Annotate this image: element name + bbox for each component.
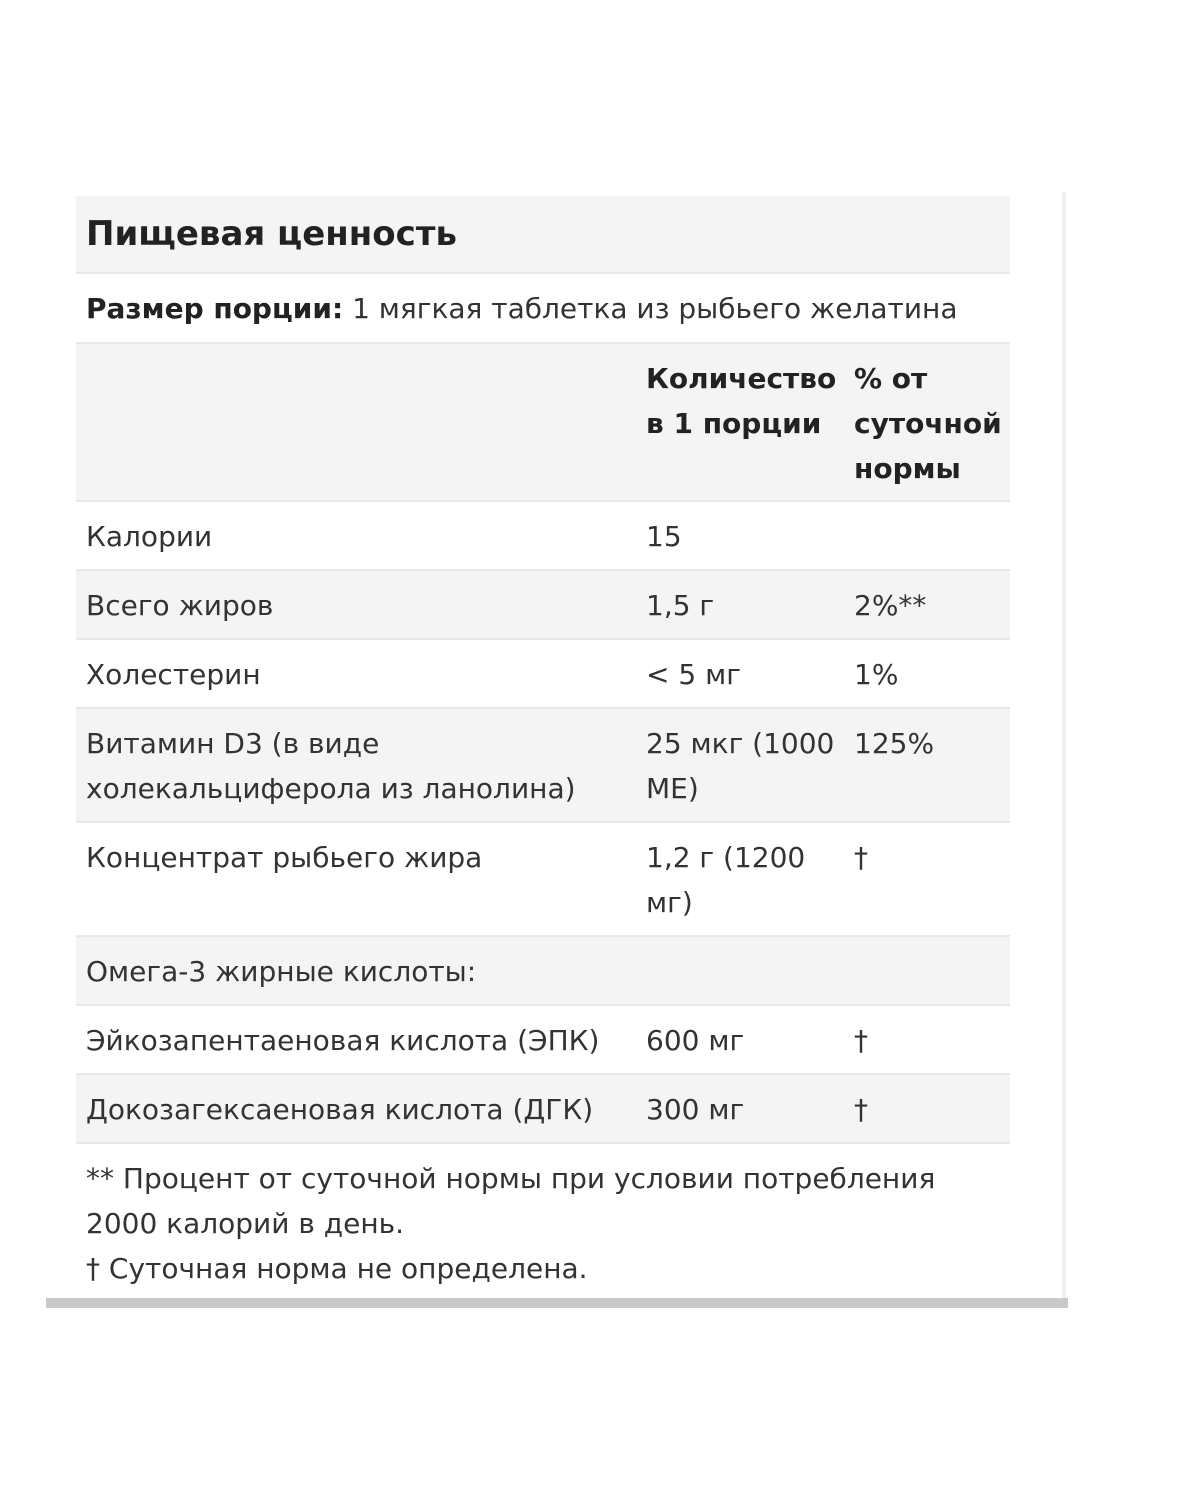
footnote-daily-value-cont: 2000 калорий в день. [86,1207,405,1240]
nutrient-daily-value: † [854,1093,868,1126]
nutrient-amount: 1,5 г [646,589,715,622]
nutrient-name: Докозагексаеновая кислота (ДГК) [86,1093,594,1126]
nutrient-group-name: Омега-3 жирные кислоты: [86,955,477,988]
panel-bottom-shadow [46,1298,1068,1308]
header-daily-value: % от суточной нормы [854,362,1002,485]
table-row [76,640,1010,709]
table-row [76,937,1010,1006]
footnote-daily-value: ** Процент от суточной нормы при условии потребления [86,1162,936,1195]
nutrient-amount: 1,2 г (1200 мг) [646,841,806,919]
nutrient-name: Витамин D3 (в виде холекальциферола из ланолина) [86,727,576,805]
serving-size-label: Размер порции: [86,291,344,325]
header-empty-cell [76,356,636,500]
nutrient-daily-value: † [854,841,868,874]
table-row [76,1075,1010,1144]
serving-size-value: 1 мягкая таблетка из рыбьего желатина [343,291,958,325]
nutrient-amount: 25 мкг (1000 МЕ) [646,727,835,805]
nutrient-name: Холестерин [86,658,261,691]
header-amount: Количество в 1 порции [646,362,837,440]
nutrient-amount: 15 [646,520,682,553]
table-row [76,709,1010,823]
nutrient-name: Эйкозапентаеновая кислота (ЭПК) [86,1024,600,1057]
nutrient-amount: 300 мг [646,1093,745,1126]
nutrient-daily-value [844,514,1010,557]
nutrition-table [76,196,1010,1291]
nutrient-amount: < 5 мг [646,658,741,691]
nutrient-daily-value: 2%** [854,589,927,622]
nutrient-amount: 600 мг [646,1024,745,1057]
table-title-row [76,196,1010,274]
nutrient-daily-value: † [854,1024,868,1057]
panel-right-shadow [1062,192,1066,1298]
footnotes [76,1144,1010,1291]
nutrient-daily-value: 125% [854,727,935,760]
nutrient-name: Калории [86,520,213,553]
nutrient-daily-value: 1% [854,658,899,691]
footnote-not-established: † Суточная норма не определена. [86,1252,588,1285]
serving-size-row [76,274,1010,344]
table-row [76,1006,1010,1075]
nutrient-name: Всего жиров [86,589,274,622]
table-title: Пищевая ценность [86,213,458,254]
table-row [76,571,1010,640]
table-row [76,502,1010,571]
nutrient-name: Концентрат рыбьего жира [86,841,483,874]
table-header-row [76,344,1010,502]
table-row [76,823,1010,937]
